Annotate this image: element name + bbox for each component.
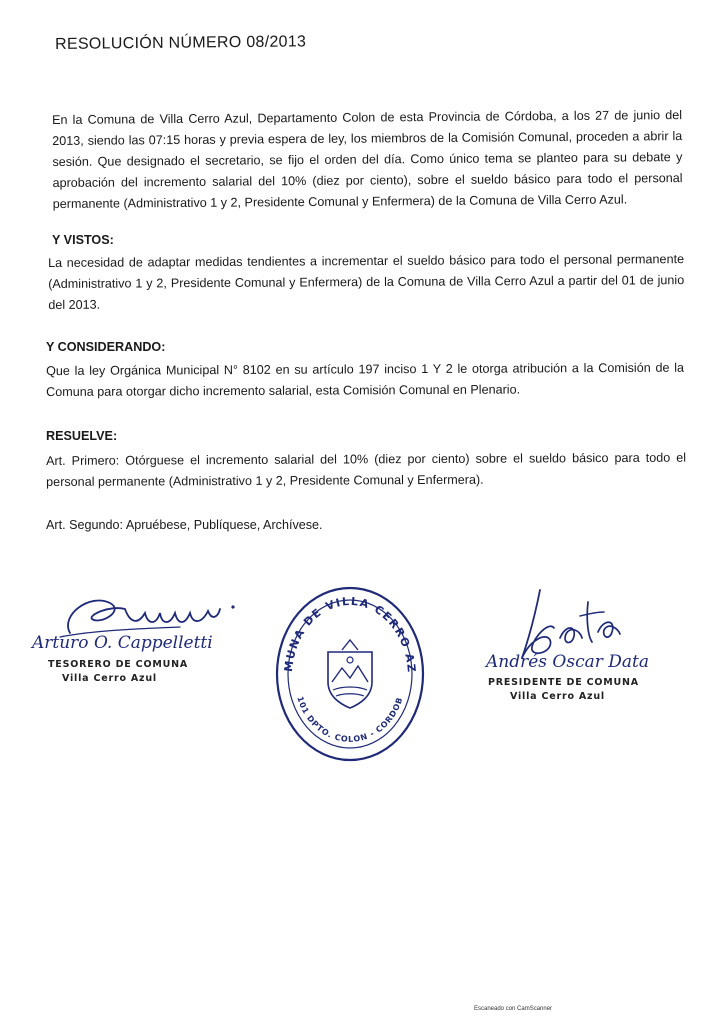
svg-text:COMUNA DE VILLA CERRO AZUL	[270, 582, 418, 674]
article-one: Art. Primero: Otórguese el incremento salarial del 10% (diez por ciento) sobre el sueldo básico para todo el personal permanente (Administrativo 1 y 2, Presidente Comunal y Enfermera).	[46, 450, 687, 489]
treasurer-name: Arturo O. Cappelletti	[32, 633, 213, 653]
president-name: Andrés Oscar Data	[486, 652, 650, 672]
comuna-seal-icon	[270, 582, 430, 762]
president-place: Villa Cerro Azul	[510, 691, 605, 702]
seal-bottom-text: 101 DPTO. COLON - CORDOB	[295, 695, 405, 744]
considerando-paragraph: Que la ley Orgánica Municipal N° 8102 en su artículo 197 inciso 1 Y 2 le otorga atribución a la Comisión de la Comuna para otorgar dicho incremento salarial, esta Comisión Comunal en Plenario.	[46, 360, 685, 399]
treasurer-place: Villa Cerro Azul	[62, 673, 157, 684]
considerando-heading: Y CONSIDERANDO:	[46, 340, 166, 354]
signature-block-treasurer	[30, 585, 250, 695]
document-title: RESOLUCIÓN NÚMERO 08/2013	[55, 33, 307, 53]
vistos-paragraph: La necesidad de adaptar medidas tendientes a incrementar el sueldo básico para todo el personal permanente (Administrativo 1 y 2, Presidente Comunal y Enfermera) de la Comuna de Villa Cerro Azul a partir del 01 de junio del 2013.	[48, 252, 685, 312]
signature-block-president	[470, 580, 670, 705]
official-seal	[270, 582, 430, 762]
president-role: PRESIDENTE DE COMUNA	[488, 677, 639, 688]
intro-paragraph: En la Comuna de Villa Cerro Azul, Departamento Colon de esta Provincia de Córdoba, a los 27 de junio del 2013, siendo las 07:15 horas y previa espera de ley, los miembros de la Comisión Comunal, proceden a abrir la sesión. Que designado el secretario, se fijo el orden del día. Como único tema se planteo para su debate y aprobación del incremento salarial del 10% (diez por ciento), sobre el sueldo básico para todo el personal permanente (Administrativo 1 y 2, Presidente Comunal y Enfermera) de la Comuna de Villa Cerro Azul.	[52, 108, 683, 211]
treasurer-role: TESORERO DE COMUNA	[48, 659, 188, 670]
seal-top-text: MUNA DE VILLA CERRO AZ	[281, 594, 419, 674]
vistos-heading: Y VISTOS:	[52, 233, 114, 247]
article-two: Art. Segundo: Apruébese, Publíquese, Archívese.	[46, 518, 323, 532]
resuelve-heading: RESUELVE:	[46, 429, 118, 443]
scanner-watermark: Escaneado con CamScanner	[474, 1006, 553, 1012]
